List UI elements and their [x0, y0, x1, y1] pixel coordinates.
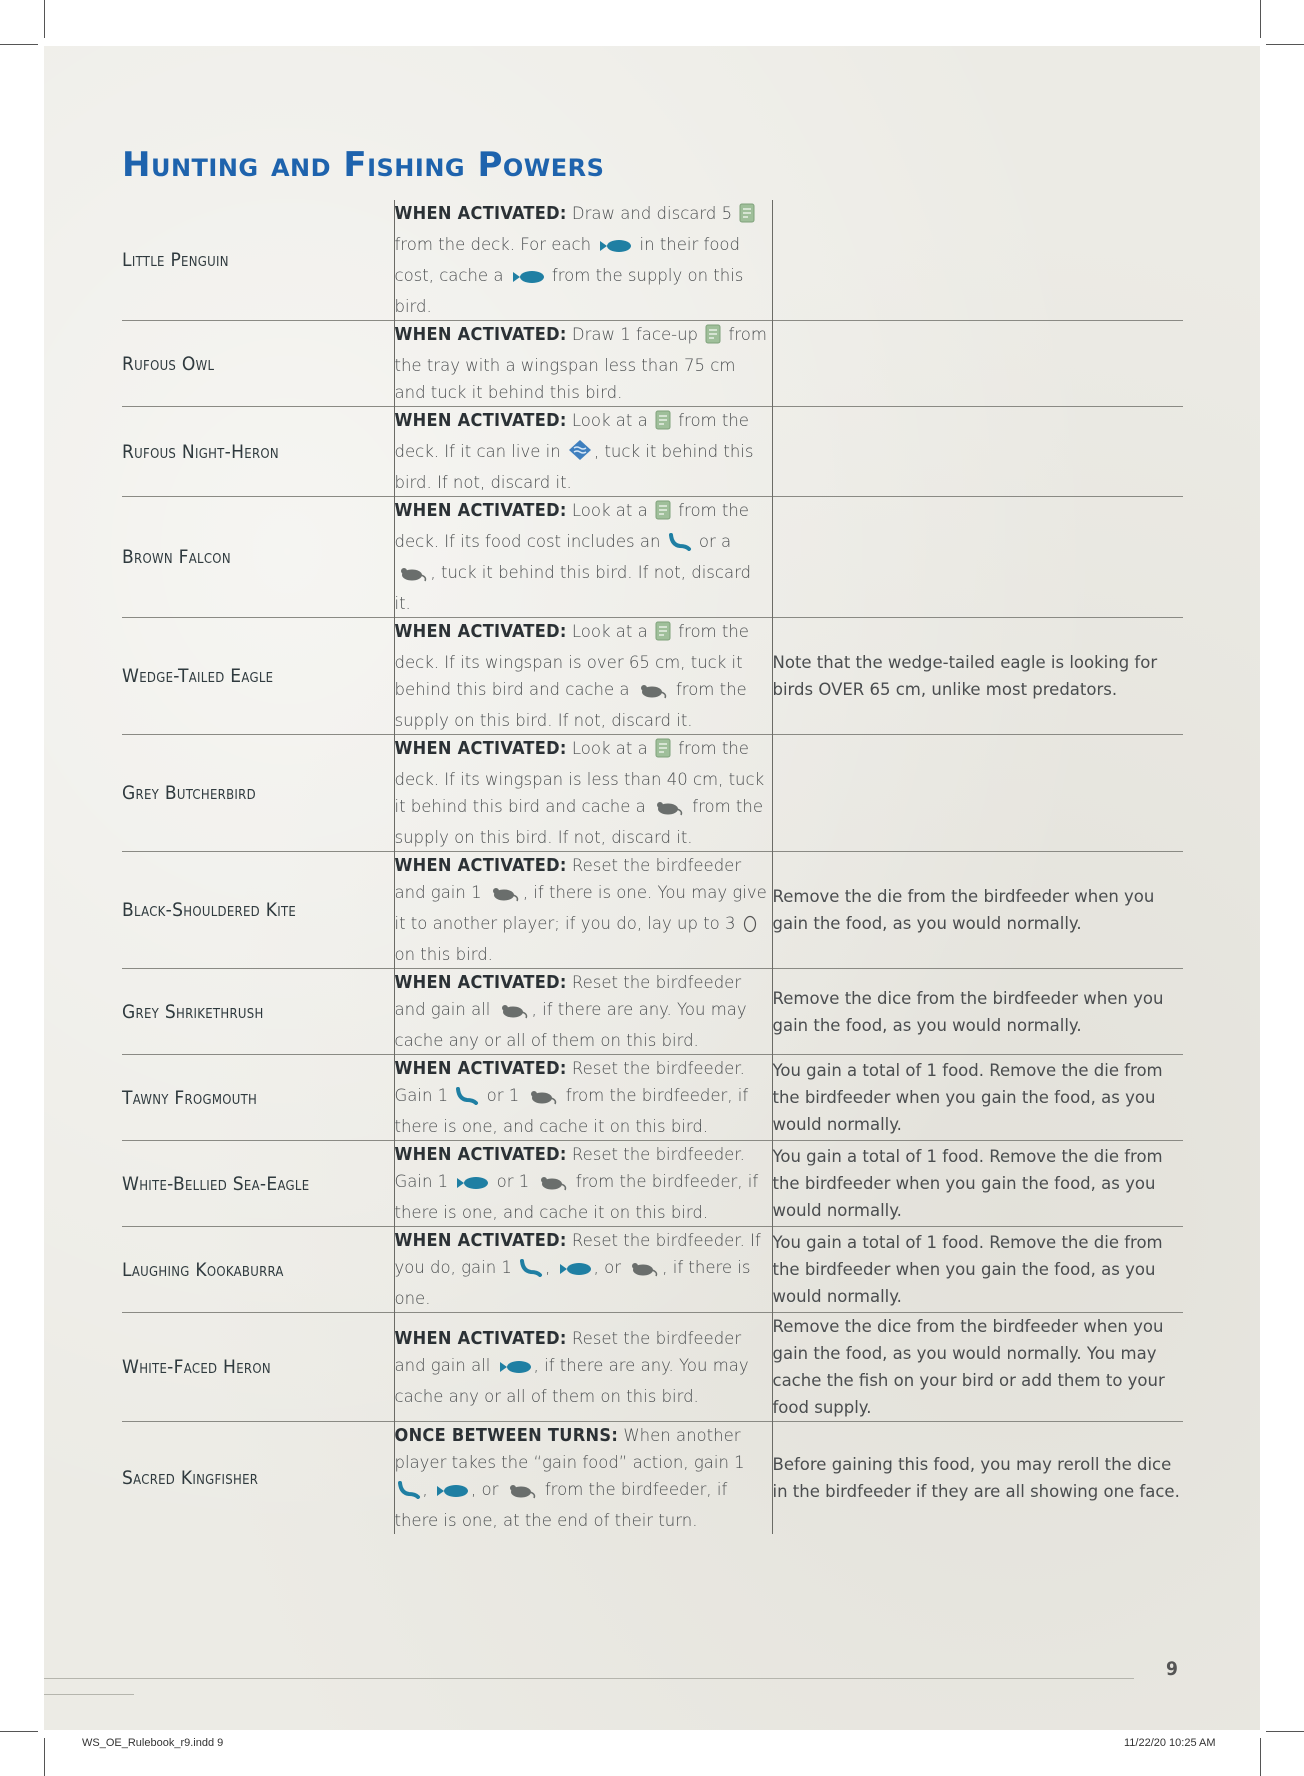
clarification-note — [772, 200, 1183, 321]
crop-mark — [44, 0, 45, 38]
power-text-segment: Reset the birdfeeder. If you do, gain 1 — [394, 1231, 761, 1277]
bird-name: Rufous Owl — [122, 352, 215, 375]
fish-icon — [498, 1356, 532, 1383]
power-text-segment: on this bird. — [394, 945, 493, 964]
clarification-note: You gain a total of 1 food. Remove the die from the birdfeeder when you gain the food, as you would normally. — [772, 1147, 1163, 1220]
card-icon — [655, 410, 671, 438]
fish-icon — [598, 235, 632, 262]
rodent-icon — [498, 1000, 530, 1027]
slug-timestamp: 11/22/20 10:25 AM — [1124, 1737, 1216, 1749]
power-text-segment: in their food cost, cache a — [394, 235, 740, 285]
clarification-note: You gain a total of 1 food. Remove the die from the birdfeeder when you gain the food, as you would normally. — [772, 1061, 1163, 1134]
rodent-icon — [653, 797, 685, 824]
power-text-segment: from the tray with a wingspan less than 75 cm and tuck it behind this bird. — [394, 325, 767, 402]
power-text — [394, 618, 772, 735]
power-text-segment: Reset the birdfeeder and gain all — [394, 1328, 742, 1375]
power-text-segment: When another player takes the “gain food” action, gain 1 — [394, 1426, 745, 1472]
power-text-segment: from the birdfeeder, if there is one, and cache it on this bird. — [394, 1172, 759, 1222]
clarification-note — [772, 497, 1183, 618]
rodent-icon — [628, 1258, 660, 1285]
egg-icon — [743, 913, 757, 941]
power-text — [394, 1313, 772, 1422]
power-text-segment: from the deck. If its wingspan is less than 40 cm, tuck it behind this bird and cache a — [394, 739, 765, 816]
bird-name: Rufous Night-Heron — [122, 440, 279, 463]
table-row — [122, 1227, 1183, 1313]
worm-icon — [397, 1480, 421, 1507]
rodent-icon — [397, 563, 429, 590]
rodent-icon — [489, 883, 521, 910]
table-row — [122, 1422, 1183, 1535]
power-trigger: WHEN ACTIVATED: — [394, 855, 567, 876]
power-text-segment: from the birdfeeder, if there is one, and cache it on this bird. — [394, 1086, 749, 1136]
card-icon — [705, 324, 721, 352]
power-text-segment: from the deck. If it can live in — [394, 411, 749, 461]
power-text-segment: Look at a — [571, 501, 653, 520]
power-text-segment: from the supply on this bird. If not, discard it. — [394, 680, 747, 730]
power-text-segment: , if there are any. You may cache any or all of them on this bird. — [394, 1000, 747, 1050]
bird-name: Wedge-Tailed Eagle — [122, 665, 274, 687]
table-row — [122, 200, 1183, 321]
power-trigger: WHEN ACTIVATED: — [394, 410, 567, 431]
power-text-segment: or 1 — [481, 1086, 525, 1105]
footer-rule-short — [44, 1694, 134, 1695]
power-text-segment: Look at a — [571, 622, 653, 641]
crop-mark — [44, 1738, 45, 1776]
fish-icon — [511, 266, 545, 293]
power-text-segment: from the birdfeeder, if there is one, at the end of their turn. — [394, 1480, 728, 1530]
rodent-icon — [506, 1480, 538, 1507]
power-text-segment: from the supply on this bird. If not, discard it. — [394, 797, 763, 847]
power-text — [394, 407, 772, 497]
clarification-note: Remove the dice from the birdfeeder when you gain the food, as you would normally. — [772, 988, 1164, 1035]
footer-rule — [44, 1678, 1134, 1679]
power-text — [394, 735, 772, 852]
power-text-segment: , if there is one. — [394, 1258, 751, 1308]
power-trigger: WHEN ACTIVATED: — [394, 1230, 567, 1251]
table-row — [122, 497, 1183, 618]
fish-icon — [455, 1172, 489, 1199]
power-text-segment: , if there are any. You may cache any or all of them on this bird. — [394, 1355, 749, 1406]
clarification-note — [772, 735, 1183, 852]
table-row — [122, 969, 1183, 1055]
power-text-segment: or a — [693, 532, 732, 551]
crop-mark — [1266, 1731, 1304, 1732]
power-trigger: WHEN ACTIVATED: — [394, 500, 567, 521]
card-icon — [655, 621, 671, 649]
crop-mark — [0, 1731, 38, 1732]
worm-icon — [455, 1086, 479, 1113]
power-text-segment: Reset the birdfeeder and gain 1 — [394, 856, 742, 902]
power-text-segment: or 1 — [491, 1172, 535, 1191]
power-text — [394, 497, 772, 618]
bird-name: Brown Falcon — [122, 546, 231, 568]
worm-icon — [519, 1258, 543, 1285]
crop-mark — [1260, 1738, 1261, 1776]
table-row — [122, 321, 1183, 407]
power-text-segment: Reset the birdfeeder. Gain 1 — [394, 1059, 745, 1105]
power-text-segment: Look at a — [571, 411, 653, 430]
fish-icon — [558, 1258, 592, 1285]
bird-name: Black-Shouldered Kite — [122, 899, 297, 921]
bird-name: Little Penguin — [122, 249, 229, 271]
power-text — [394, 1055, 772, 1141]
clarification-note: Remove the dice from the birdfeeder when you gain the food, as you would normally. You may cache the fish on your bird or add them to your food supply. — [772, 1317, 1165, 1417]
table-row — [122, 618, 1183, 735]
power-text-segment: Draw 1 face-up — [571, 325, 704, 344]
clarification-note: Remove the die from the birdfeeder when you gain the food, as you would normally. — [772, 887, 1155, 933]
rodent-icon — [637, 680, 669, 707]
card-icon — [655, 738, 671, 766]
power-text-segment: from the supply on this bird. — [394, 266, 744, 316]
power-text — [394, 969, 772, 1055]
power-text-segment: Reset the birdfeeder. Gain 1 — [394, 1145, 745, 1191]
slug-file-name: WS_OE_Rulebook_r9.indd 9 — [82, 1737, 224, 1749]
power-text — [394, 1422, 772, 1535]
power-text — [394, 1227, 772, 1313]
power-trigger: WHEN ACTIVATED: — [394, 203, 567, 224]
power-text — [394, 1141, 772, 1227]
crop-mark — [0, 44, 38, 45]
power-text-segment: , or — [593, 1258, 627, 1277]
power-trigger: WHEN ACTIVATED: — [394, 621, 567, 642]
power-trigger: WHEN ACTIVATED: — [394, 738, 567, 759]
fish-icon — [435, 1480, 469, 1507]
power-text-segment: from the deck. If its wingspan is over 65 cm, tuck it behind this bird and cache a — [394, 622, 749, 699]
bird-name: Grey Shrikethrush — [122, 1000, 264, 1023]
card-icon — [655, 500, 671, 528]
wetland-icon — [568, 439, 592, 469]
table-row — [122, 1141, 1183, 1227]
clarification-note: Note that the wedge-tailed eagle is looking for birds OVER 65 cm, unlike most predators. — [772, 653, 1158, 699]
crop-mark — [1266, 44, 1304, 45]
table-row — [122, 1313, 1183, 1422]
crop-mark — [1260, 0, 1261, 38]
power-text — [394, 852, 772, 969]
rodent-icon — [537, 1172, 569, 1199]
rodent-icon — [527, 1086, 559, 1113]
clarification-note: Before gaining this food, you may reroll the dice in the birdfeeder if they are all showing one face. — [772, 1455, 1180, 1501]
power-trigger: WHEN ACTIVATED: — [394, 1144, 567, 1165]
power-text-segment: , tuck it behind this bird. If not, discard it. — [394, 442, 754, 492]
power-text-segment: Reset the birdfeeder and gain all — [394, 973, 742, 1019]
table-row — [122, 852, 1183, 969]
table-row — [122, 407, 1183, 497]
bird-name: Grey Butcherbird — [122, 782, 256, 804]
clarification-note: You gain a total of 1 food. Remove the die from the birdfeeder when you gain the food, as you would normally. — [772, 1233, 1163, 1306]
bird-name: White-Bellied Sea-Eagle — [122, 1172, 310, 1195]
power-trigger: WHEN ACTIVATED: — [394, 972, 567, 993]
bird-name: Laughing Kookaburra — [122, 1258, 284, 1281]
power-text-segment: , — [545, 1258, 556, 1277]
table-row — [122, 1055, 1183, 1141]
power-text-segment: from the deck. If its food cost includes an — [394, 501, 749, 551]
worm-icon — [668, 532, 692, 559]
power-text-segment: , if there is one. You may give it to another player; if you do, lay up to 3 — [394, 883, 767, 933]
clarification-note — [772, 407, 1183, 497]
bird-name: White-Faced Heron — [122, 1356, 271, 1378]
page-title: Hunting and Fishing Powers — [122, 145, 605, 185]
table-row — [122, 735, 1183, 852]
power-trigger: WHEN ACTIVATED: — [394, 1327, 567, 1349]
power-text-segment: from the deck. For each — [394, 235, 597, 254]
power-text-segment: Draw and discard 5 — [571, 204, 738, 223]
power-trigger: WHEN ACTIVATED: — [394, 1058, 567, 1079]
clarification-note — [772, 321, 1183, 407]
power-text — [394, 200, 772, 321]
bird-name: Sacred Kingfisher — [122, 1467, 259, 1489]
power-trigger: WHEN ACTIVATED: — [394, 324, 567, 345]
bird-name: Tawny Frogmouth — [122, 1086, 258, 1109]
power-text-segment: , or — [471, 1480, 504, 1499]
power-text-segment: , tuck it behind this bird. If not, discard it. — [394, 563, 752, 613]
page-number: 9 — [1166, 1658, 1178, 1680]
power-text-segment: Look at a — [571, 739, 653, 758]
card-icon — [739, 203, 755, 231]
power-text-segment: , — [422, 1480, 433, 1499]
power-text — [394, 321, 772, 407]
power-trigger: ONCE BETWEEN TURNS: — [394, 1425, 619, 1446]
powers-table — [122, 200, 1183, 1534]
